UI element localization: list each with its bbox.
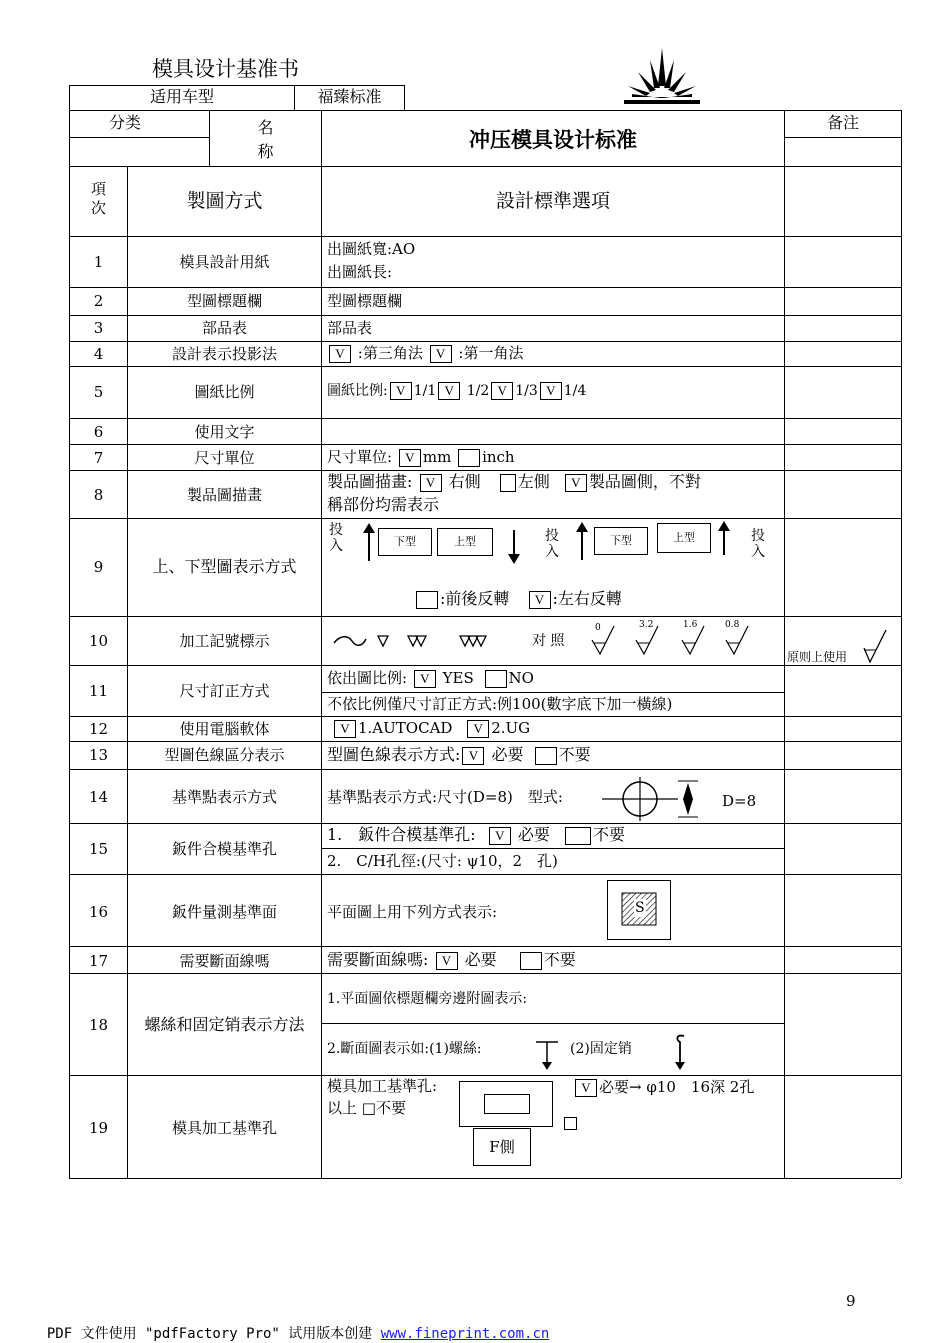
machining-hole-options — [573, 1078, 754, 1097]
roughness-value: 1.6 — [683, 620, 698, 630]
first-angle-label: :第一角法 — [458, 344, 524, 362]
options-header: 設計標準選項 — [495, 190, 610, 212]
section-line-need-checkbox[interactable]: V — [436, 952, 458, 970]
name-header: 名 称 — [257, 118, 274, 161]
section-line-label: 需要斷面線嗎: — [327, 950, 429, 969]
row-name: 使用文字 — [194, 423, 255, 441]
row-name: 圖紙比例 — [194, 383, 255, 401]
no-checkbox[interactable] — [485, 670, 507, 688]
first-angle-checkbox[interactable]: V — [430, 345, 452, 363]
datum-point-diameter: D=8 — [722, 792, 757, 810]
left-right-flip-label: :左右反轉 — [552, 589, 622, 608]
pin-label: (2)固定销 — [570, 1041, 632, 1057]
color-line-noneed-checkbox[interactable] — [535, 747, 557, 765]
row-number: 19 — [88, 1119, 109, 1137]
row-name: 鈑件合模基準孔 — [171, 840, 277, 858]
row-name: 模具加工基準孔 — [171, 1119, 277, 1137]
ug-label: 2.UG — [491, 719, 531, 737]
insert-label: 投 入 — [545, 528, 559, 560]
screw-icon — [534, 1036, 560, 1072]
roughness-check-icon — [862, 628, 888, 664]
scale-1-2-label: 1/2 — [466, 383, 490, 399]
screw-plan-note: 1.平面圖依標題欄旁邊附圖表示: — [327, 991, 528, 1007]
row-number: 9 — [93, 558, 104, 576]
yes-label: YES — [442, 669, 474, 687]
row-number: 16 — [88, 903, 109, 921]
row-name: 基準點表示方式 — [171, 788, 277, 806]
third-angle-label: :第三角法 — [357, 344, 423, 362]
mm-checkbox[interactable]: V — [399, 449, 421, 467]
category-header: 分类 — [108, 113, 141, 132]
scale-1-4-label: 1/4 — [563, 383, 587, 399]
scale-label: 圖紙比例: — [327, 383, 388, 399]
row-number: 2 — [93, 292, 104, 310]
screw-section-note: 2.斷面圖表示如:(1)螺絲: — [327, 1041, 482, 1057]
book-title: 模具设计基准书 — [152, 57, 299, 81]
row-number: 17 — [88, 952, 109, 970]
front-back-flip-checkbox[interactable] — [416, 591, 438, 609]
row-name: 使用電腦軟体 — [179, 720, 270, 738]
mating-hole-need-checkbox[interactable]: V — [489, 827, 511, 845]
row-name: 螺絲和固定销表示方法 — [144, 1015, 305, 1034]
machining-hole-label: 模具加工基準孔: — [327, 1077, 438, 1095]
up-arrow-icon — [361, 523, 377, 563]
fineprint-link[interactable]: www.fineprint.com.cn — [380, 1326, 550, 1342]
row-name: 尺寸訂正方式 — [179, 682, 270, 700]
measuring-surface-frame — [607, 880, 671, 940]
row-number: 10 — [88, 632, 109, 650]
row-name: 部品表 — [201, 319, 247, 337]
left-side-label: 左側 — [517, 472, 550, 491]
roughness-value: 3.2 — [639, 620, 654, 630]
finish-symbols-icon — [330, 628, 530, 654]
unit-options — [327, 448, 515, 467]
dimension-correction-label: 依出圖比例: — [327, 669, 408, 687]
insert-label: 投 入 — [329, 522, 343, 554]
mating-hole-options — [327, 826, 625, 845]
left-right-flip-checkbox[interactable]: V — [529, 591, 551, 609]
scale-1-1-label: 1/1 — [413, 383, 437, 399]
color-line-options — [327, 746, 591, 765]
row-number: 14 — [88, 788, 109, 806]
machining-hole-need-label: 必要→ φ10 16深 2孔 — [599, 1078, 755, 1096]
datum-point-symbol-icon — [600, 777, 700, 821]
company-logo-icon — [620, 46, 704, 108]
third-angle-checkbox[interactable]: V — [329, 345, 351, 363]
color-line-need-label: 必要 — [491, 745, 524, 764]
autocad-checkbox[interactable]: V — [334, 720, 356, 738]
measuring-surface-symbol: S — [635, 900, 645, 916]
mm-label: mm — [422, 448, 452, 466]
row-number: 11 — [88, 682, 109, 700]
color-line-label: 型圖色線表示方式: — [327, 745, 461, 764]
row-number: 1 — [93, 253, 104, 271]
row-name: 模具設計用紙 — [179, 253, 270, 271]
scale-1-1-checkbox[interactable]: V — [390, 382, 412, 400]
scale-options — [327, 382, 586, 400]
dimension-correction-options — [327, 669, 534, 688]
row-name: 需要斷面線嗎 — [179, 952, 270, 970]
insert-label: 投 入 — [751, 528, 765, 560]
machining-hole-square-checkbox[interactable] — [564, 1117, 577, 1130]
yes-checkbox[interactable]: V — [414, 670, 436, 688]
method-header: 製圖方式 — [186, 190, 263, 212]
row-number: 15 — [88, 840, 109, 858]
pdf-footer — [30, 1307, 549, 1343]
standard-name: 福臻标准 — [317, 87, 382, 106]
software-options — [332, 719, 530, 738]
paper-length: 出圖紙長: — [327, 263, 393, 281]
section-line-noneed-label: 不要 — [543, 950, 576, 969]
lower-die-box: 下型 — [378, 528, 432, 556]
machining-hole-frame — [459, 1081, 553, 1127]
item-no-header: 項 次 — [90, 180, 106, 217]
pdf-note: PDF 文件使用 "pdfFactory Pro" 试用版本创建 — [46, 1326, 381, 1342]
applicable-model-label: 适用车型 — [149, 87, 214, 106]
f-side-label: F側 — [473, 1128, 531, 1166]
row-number: 18 — [88, 1016, 109, 1034]
mating-hole-noneed-checkbox[interactable] — [565, 827, 591, 845]
remarks-header: 备注 — [826, 113, 859, 132]
autocad-label: 1.AUTOCAD — [358, 719, 453, 737]
page-number: 9 — [846, 1292, 856, 1310]
product-side-checkbox[interactable]: V — [565, 474, 587, 492]
section-line-options — [327, 951, 576, 970]
row-number: 5 — [93, 383, 104, 401]
no-label: NO — [508, 669, 534, 687]
row-name: 尺寸單位 — [194, 449, 255, 467]
lower-die-box: 下型 — [594, 527, 648, 555]
roughness-remark: 原则上使用 — [787, 650, 848, 664]
section-line-noneed-checkbox[interactable] — [520, 952, 542, 970]
row-name: 設計表示投影法 — [171, 345, 277, 363]
color-line-need-checkbox[interactable]: V — [462, 747, 484, 765]
row-name: 製品圖描畫 — [186, 486, 262, 504]
projection-options — [327, 344, 523, 363]
color-line-noneed-label: 不要 — [558, 745, 591, 764]
row-number: 12 — [88, 720, 109, 738]
row-number: 8 — [93, 486, 104, 504]
row-name: 上、下型圖表示方式 — [152, 557, 297, 576]
roughness-symbols-icon — [590, 624, 760, 658]
scale-1-3-label: 1/3 — [515, 383, 538, 399]
machining-hole-need-checkbox[interactable]: V — [575, 1079, 597, 1097]
mating-hole-noneed-label: 不要 — [592, 825, 625, 844]
row-number: 6 — [93, 423, 104, 441]
front-back-flip-label: :前後反轉 — [440, 589, 510, 608]
up-arrow-icon — [716, 521, 732, 557]
left-side-checkbox[interactable] — [500, 474, 516, 492]
up-arrow-icon — [574, 522, 590, 562]
page-title: 冲压模具设计标准 — [469, 127, 637, 152]
flip-options — [414, 590, 622, 609]
machining-hole-note: 以上 □不要 — [327, 1099, 406, 1117]
inch-checkbox[interactable] — [458, 449, 480, 467]
upper-die-box: 上型 — [657, 523, 711, 553]
row-number: 7 — [93, 449, 104, 467]
unit-label: 尺寸單位: — [327, 448, 393, 466]
ug-checkbox[interactable]: V — [467, 720, 489, 738]
row-number: 3 — [93, 319, 104, 337]
product-drawing-note: 稱部份均需表示 — [327, 495, 440, 514]
dimension-correction-note: 不依比例僅尺寸訂正方式:例100(數字底下加一橫線) — [327, 695, 673, 713]
row-number: 13 — [88, 746, 109, 764]
scale-1-3-checkbox[interactable]: V — [491, 382, 513, 400]
dowel-pin-icon — [670, 1032, 690, 1072]
section-line-need-label: 必要 — [464, 950, 497, 969]
inch-label: inch — [482, 448, 515, 466]
mating-hole-need-label: 必要 — [517, 825, 550, 844]
datum-point-label: 基準點表示方式:尺寸(D=8) 型式: — [327, 788, 563, 806]
down-arrow-icon — [506, 530, 522, 566]
compare-label: 对 照 — [532, 633, 565, 649]
row-number: 4 — [93, 345, 104, 363]
upper-die-box: 上型 — [437, 528, 493, 556]
roughness-value: 0.8 — [725, 620, 740, 630]
product-side-label: 製品圖側，不對 — [588, 472, 701, 491]
product-drawing-options — [327, 473, 701, 492]
right-side-checkbox[interactable]: V — [420, 474, 442, 492]
mating-hole-label: 1. 鈑件合模基準孔: — [327, 825, 476, 844]
paper-width: 出圖紙寬:AO — [327, 240, 416, 258]
roughness-value: 0 — [595, 623, 601, 633]
row-name: 型圖色線區分表示 — [164, 746, 285, 764]
ch-hole-diameter: 2. C/H孔徑:(尺寸: ψ10，2 孔) — [327, 852, 558, 870]
scale-1-2-checkbox[interactable]: V — [438, 382, 460, 400]
measuring-surface-label: 平面圖上用下列方式表示: — [327, 903, 498, 921]
product-drawing-label: 製品圖描畫: — [327, 472, 413, 491]
machining-hole-rect — [484, 1094, 530, 1114]
row-name: 型圖標題欄 — [186, 292, 262, 310]
parts-list-text: 部品表 — [327, 319, 373, 337]
row-name: 鈑件量測基準面 — [171, 903, 277, 921]
right-side-label: 右側 — [448, 472, 481, 491]
scale-1-4-checkbox[interactable]: V — [540, 382, 562, 400]
row-name: 加工記號標示 — [179, 632, 270, 650]
title-block-text: 型圖標題欄 — [327, 292, 403, 310]
